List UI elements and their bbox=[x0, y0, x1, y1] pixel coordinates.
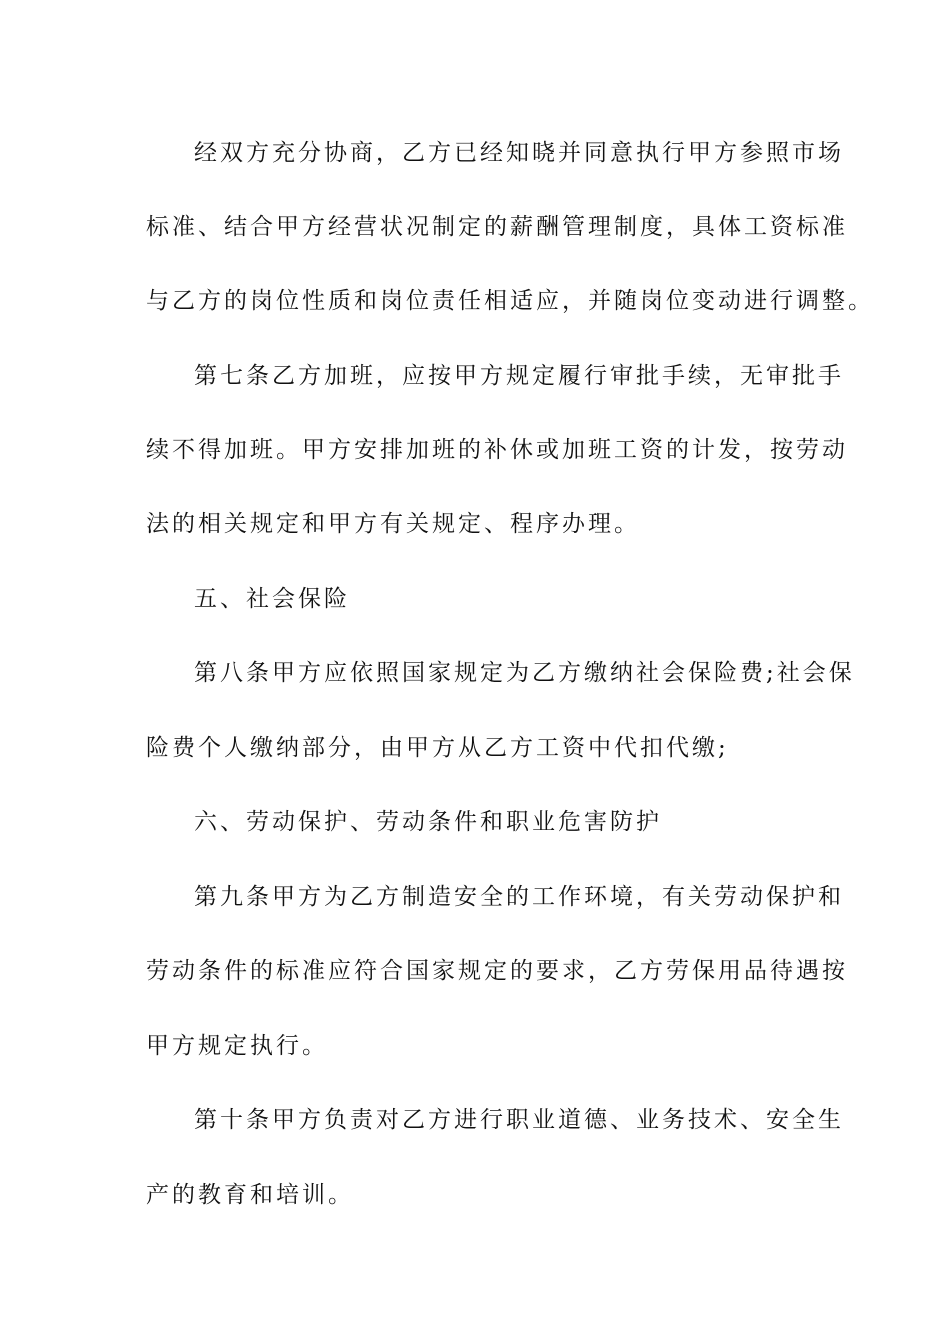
paragraph-line: 劳动条件的标准应符合国家规定的要求，乙方劳保用品待遇按 bbox=[146, 958, 848, 984]
paragraph-line: 经双方充分协商，乙方已经知晓并同意执行甲方参照市场 bbox=[194, 140, 844, 166]
paragraph-line: 法的相关规定和甲方有关规定、程序办理。 bbox=[146, 511, 640, 537]
paragraph-line: 续不得加班。甲方安排加班的补休或加班工资的计发，按劳动 bbox=[146, 437, 848, 463]
section-heading: 六、劳动保护、劳动条件和职业危害防护 bbox=[194, 809, 662, 835]
paragraph-line: 第八条甲方应依照国家规定为乙方缴纳社会保险费;社会保 bbox=[194, 660, 855, 686]
paragraph-line: 与乙方的岗位性质和岗位责任相适应，并随岗位变动进行调整。 bbox=[146, 288, 874, 314]
paragraph-line: 甲方规定执行。 bbox=[146, 1033, 328, 1059]
paragraph-line: 标准、结合甲方经营状况制定的薪酬管理制度，具体工资标准 bbox=[146, 214, 848, 240]
paragraph-line: 第九条甲方为乙方制造安全的工作环境，有关劳动保护和 bbox=[194, 884, 844, 910]
section-heading: 五、社会保险 bbox=[194, 586, 350, 612]
paragraph-line: 第七条乙方加班，应按甲方规定履行审批手续，无审批手 bbox=[194, 363, 844, 389]
paragraph-line: 险费个人缴纳部分，由甲方从乙方工资中代扣代缴; bbox=[146, 735, 729, 761]
paragraph-line: 第十条甲方负责对乙方进行职业道德、业务技术、安全生 bbox=[194, 1107, 844, 1133]
paragraph-line: 产的教育和培训。 bbox=[146, 1182, 354, 1208]
